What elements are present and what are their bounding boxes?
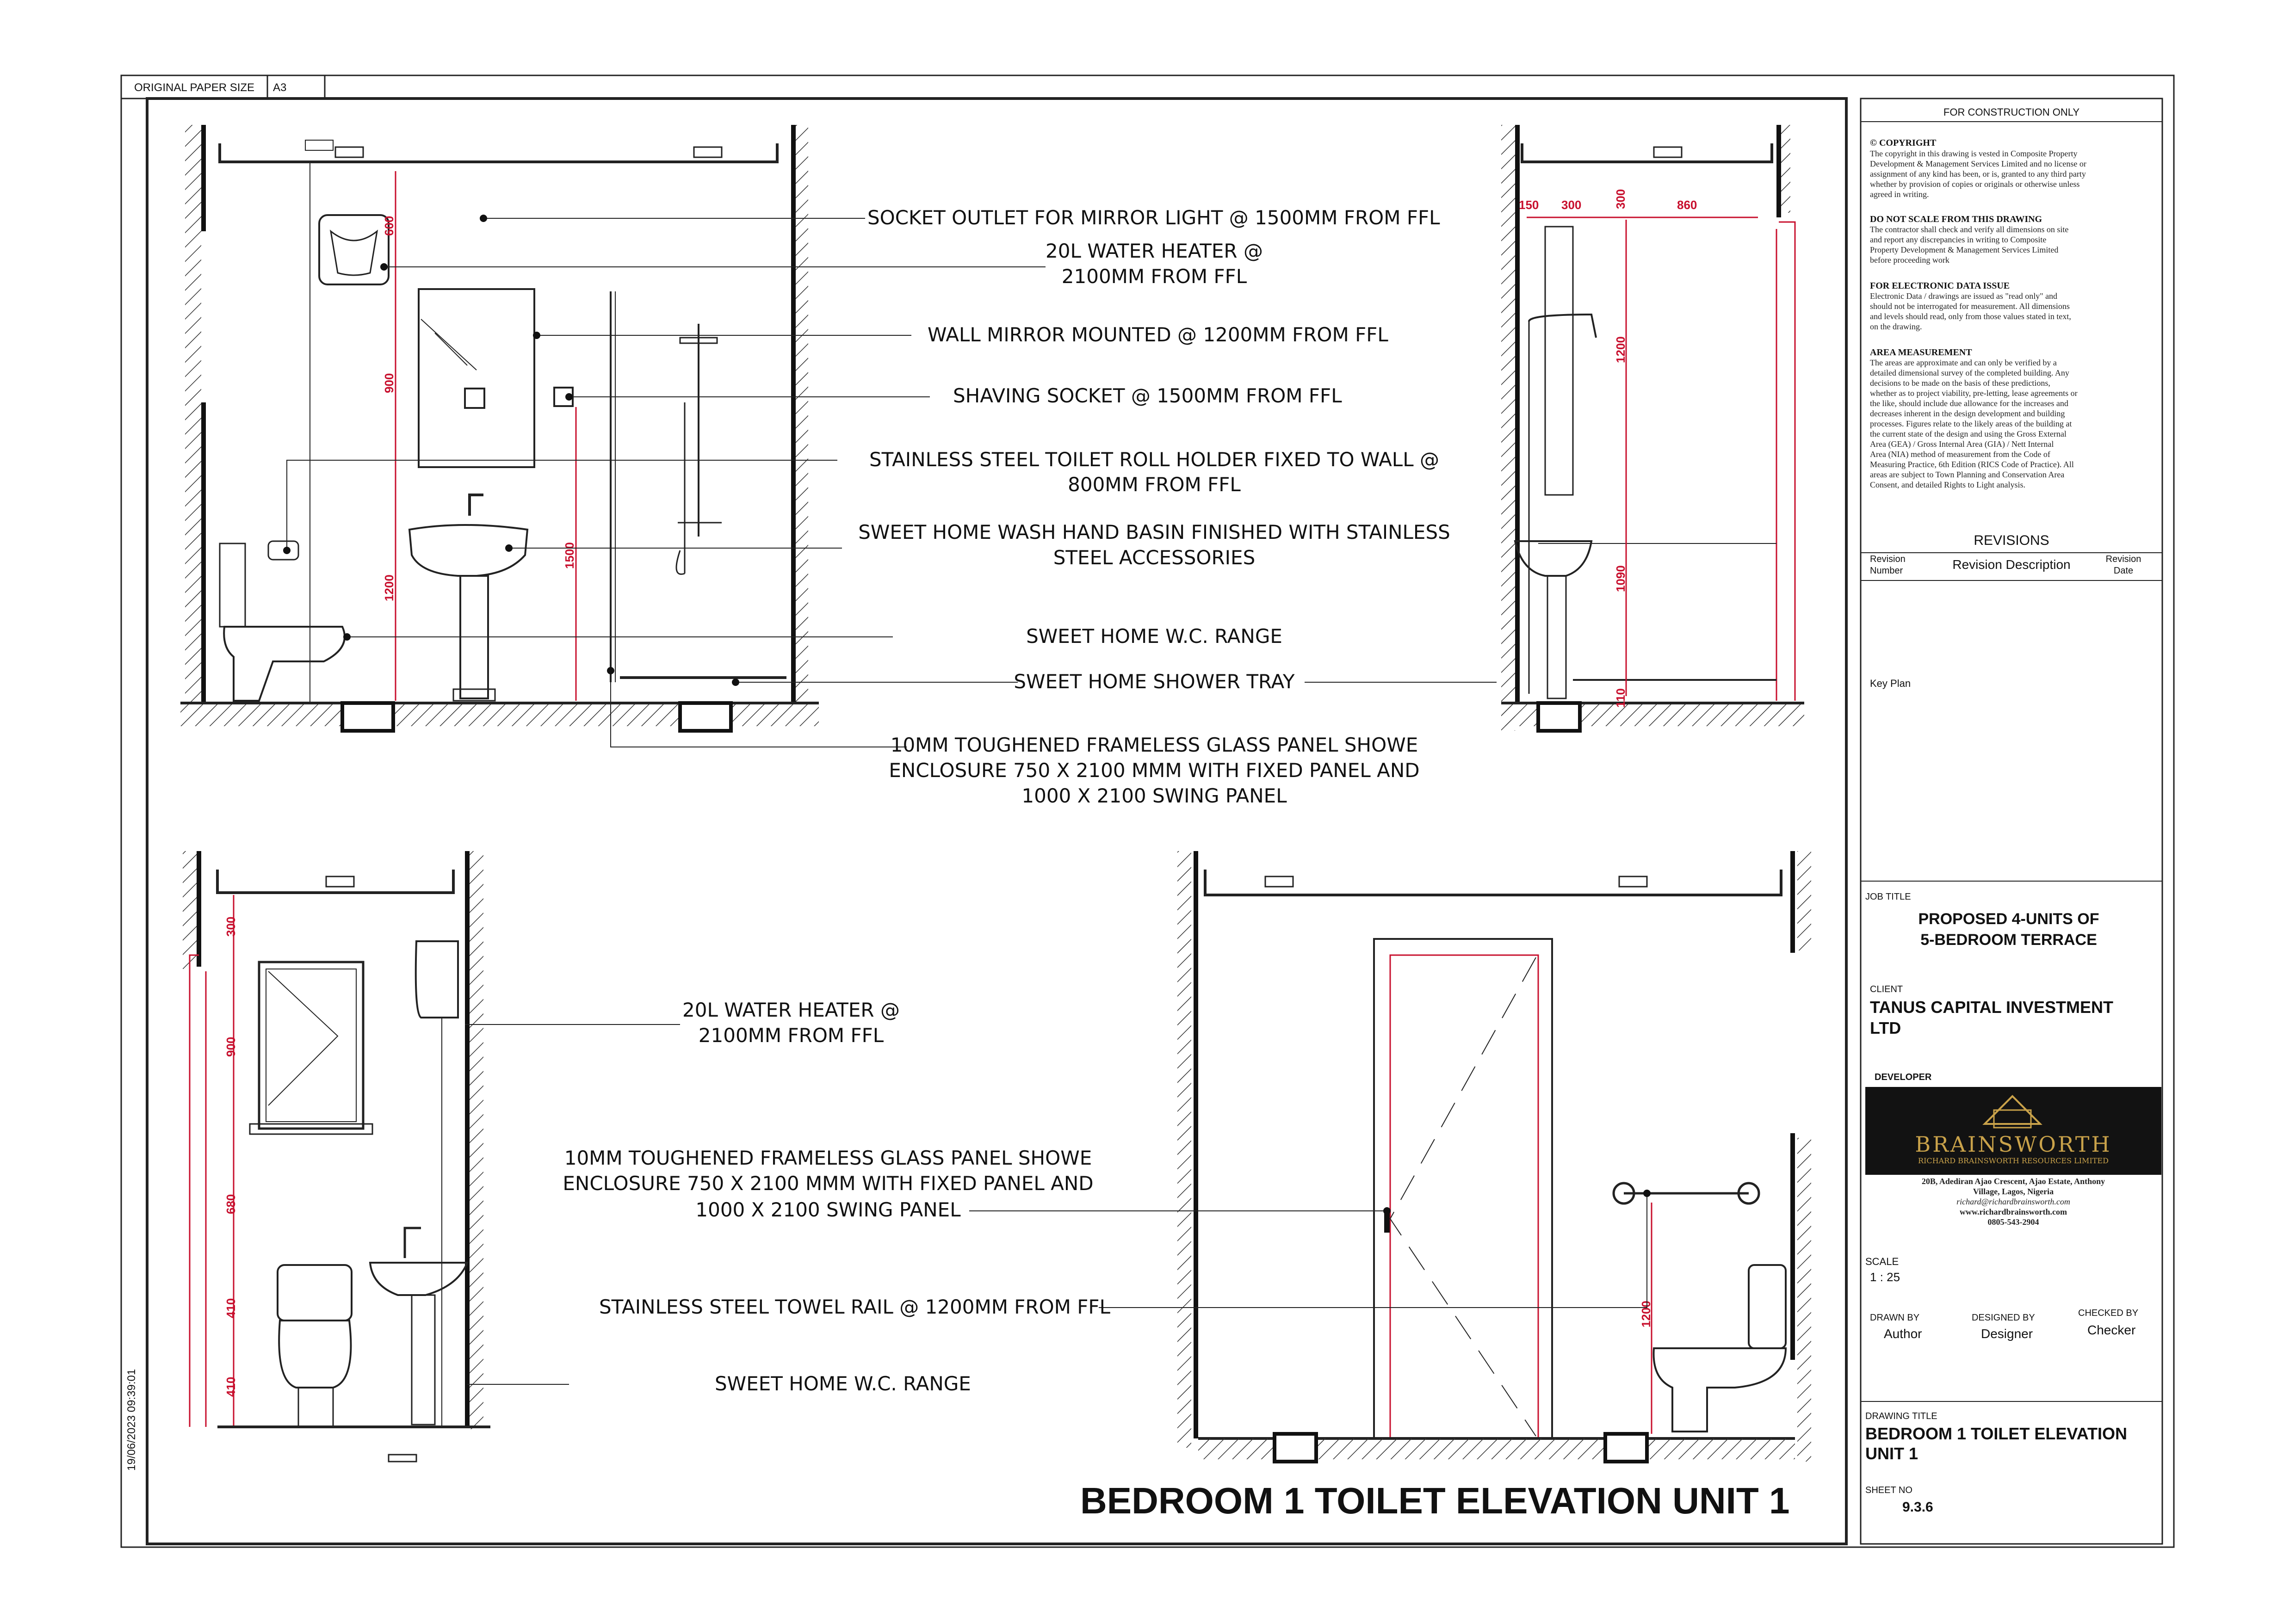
dim-b-300: 300 bbox=[1561, 198, 1582, 212]
area-lines-line: the current state of the design and using the Gross External bbox=[1870, 429, 2067, 438]
designed-by-value: Designer bbox=[1981, 1327, 2033, 1341]
designed-by-label: DESIGNED BY bbox=[1972, 1313, 2035, 1323]
note-water-heater-c-line2: 2100MM FROM FFL bbox=[698, 1024, 884, 1047]
noscale-lines-line: The contractor shall check and verify all dimensions on site bbox=[1870, 225, 2069, 234]
checked-by-value: Checker bbox=[2087, 1323, 2136, 1337]
area-lines-line: Consent, and detailed Rights to Light analysis. bbox=[1870, 480, 2025, 489]
drawn-by-value: Author bbox=[1884, 1327, 1922, 1341]
note-glass-d-line2: ENCLOSURE 750 X 2100 MMM WITH FIXED PANEL AND bbox=[563, 1172, 1094, 1195]
note-wc-c: SWEET HOME W.C. RANGE bbox=[715, 1372, 971, 1395]
copyright-lines-line: assignment of any kind has been, or is, granted to any third party bbox=[1870, 169, 2086, 179]
job-title-label: JOB TITLE bbox=[1865, 892, 1911, 902]
dim-a-600: 600 bbox=[382, 216, 396, 236]
rev-date-label-2: Date bbox=[2113, 566, 2134, 576]
dim-b-110: 110 bbox=[1614, 688, 1628, 708]
paper-size-label: ORIGINAL PAPER SIZE bbox=[134, 81, 255, 94]
note-glass-a-line1: 10MM TOUGHENED FRAMELESS GLASS PANEL SHOWE bbox=[890, 734, 1418, 756]
note-basin-line1: SWEET HOME WASH HAND BASIN FINISHED WITH STAINLESS bbox=[858, 521, 1450, 543]
dim-c-410b: 410 bbox=[224, 1376, 238, 1397]
area-lines-line: detailed dimensional survey of the completed building. Any bbox=[1870, 368, 2069, 377]
rev-date-label-1: Revision bbox=[2105, 554, 2141, 564]
copyright-text bbox=[1870, 149, 2086, 199]
area-lines-line: the like, should include due allowance for the increases and bbox=[1870, 399, 2068, 408]
note-roll-holder-line2: 800MM FROM FFL bbox=[1068, 473, 1241, 496]
scale-value: 1 : 25 bbox=[1870, 1270, 1900, 1284]
note-towel-rail: STAINLESS STEEL TOWEL RAIL @ 1200MM FROM FFL bbox=[599, 1296, 1110, 1318]
drawing-title-label: DRAWING TITLE bbox=[1865, 1411, 1937, 1421]
area-text bbox=[1870, 358, 2078, 489]
area-lines-line: The areas are approximate and can only be verified by a bbox=[1870, 358, 2057, 367]
noscale-lines-line: Property Development & Management Services Limited bbox=[1870, 245, 2059, 254]
dim-b-150: 150 bbox=[1519, 198, 1539, 212]
edata-lines-line: should not be interrogated for measurement. All dimensions bbox=[1870, 302, 2070, 311]
drawing-title-line2: UNIT 1 bbox=[1865, 1444, 1918, 1463]
area-lines-line: Area (NIA) method of measurement from the Code of bbox=[1870, 450, 2050, 459]
area-lines-line: areas are subject to Town Planning and Conservation Area bbox=[1870, 470, 2065, 479]
sheet-title: BEDROOM 1 TOILET ELEVATION UNIT 1 bbox=[1080, 1480, 1790, 1521]
dim-a-900: 900 bbox=[382, 373, 396, 393]
area-lines-line: processes. Figures relate to the likely areas of the building at bbox=[1870, 419, 2072, 428]
dim-b-1090: 1090 bbox=[1614, 565, 1628, 592]
dim-a-1200: 1200 bbox=[382, 574, 396, 601]
dim-c-680: 680 bbox=[224, 1194, 238, 1214]
note-water-heater-line1: 20L WATER HEATER @ bbox=[1046, 240, 1263, 262]
paper-size-tab bbox=[121, 75, 325, 99]
noscale-heading: DO NOT SCALE FROM THIS DRAWING bbox=[1870, 214, 2042, 224]
drawn-by-label: DRAWN BY bbox=[1870, 1313, 1920, 1323]
copyright-lines-line: Development & Management Services Limited and no license or bbox=[1870, 159, 2086, 168]
edata-text bbox=[1870, 291, 2071, 331]
elevation-d bbox=[969, 851, 1811, 1462]
client-line1: TANUS CAPITAL INVESTMENT bbox=[1870, 998, 2114, 1017]
sheet-no-value: 9.3.6 bbox=[1902, 1500, 1933, 1515]
note-roll-holder-line1: STAINLESS STEEL TOILET ROLL HOLDER FIXED TO WALL @ bbox=[869, 448, 1439, 471]
print-timestamp: 19/06/2023 09:39:01 bbox=[125, 1369, 138, 1471]
edata-lines-line: and levels should read, only from those values stated in text, bbox=[1870, 312, 2071, 321]
note-shaving-socket: SHAVING SOCKET @ 1500MM FROM FFL bbox=[953, 384, 1342, 407]
rev-number-label-1: Revision bbox=[1870, 554, 1906, 564]
noscale-text bbox=[1870, 225, 2068, 265]
area-lines-line: decreases inherent in the design development and building bbox=[1870, 409, 2065, 418]
copyright-lines-line: agreed in writing. bbox=[1870, 190, 1929, 199]
edata-heading: FOR ELECTRONIC DATA ISSUE bbox=[1870, 281, 2010, 291]
dim-b-860: 860 bbox=[1677, 198, 1697, 212]
note-mirror: WALL MIRROR MOUNTED @ 1200MM FROM FFL bbox=[928, 323, 1388, 346]
key-plan-label: Key Plan bbox=[1870, 678, 1911, 689]
addr-line4: www.richardbrainsworth.com bbox=[1960, 1207, 2067, 1216]
edata-lines-line: Electronic Data / drawings are issued as "read only" and bbox=[1870, 291, 2058, 301]
drawing-title-line1: BEDROOM 1 TOILET ELEVATION bbox=[1865, 1424, 2128, 1443]
dim-c-300: 300 bbox=[224, 916, 238, 937]
addr-line3: richard@richardbrainsworth.com bbox=[1956, 1197, 2070, 1206]
copyright-lines-line: The copyright in this drawing is vested in Composite Property bbox=[1870, 149, 2078, 158]
dim-b-300v: 300 bbox=[1614, 189, 1628, 209]
rev-description-label: Revision Description bbox=[1952, 557, 2071, 572]
area-lines-line: whether as to project viability, pre-letting, lease agreements or bbox=[1870, 389, 2078, 398]
sheet-no-label: SHEET NO bbox=[1865, 1485, 1912, 1495]
note-glass-d-line1: 10MM TOUGHENED FRAMELESS GLASS PANEL SHOWE bbox=[564, 1147, 1092, 1169]
dim-c-900: 900 bbox=[224, 1037, 238, 1057]
dim-a-1500: 1500 bbox=[563, 542, 576, 569]
edata-lines-line: on the drawing. bbox=[1870, 322, 1922, 331]
outer-border bbox=[121, 75, 2174, 1547]
note-water-heater-c-line1: 20L WATER HEATER @ bbox=[682, 999, 900, 1021]
developer-label: DEVELOPER bbox=[1875, 1072, 1932, 1082]
rev-number-label-2: Number bbox=[1870, 566, 1903, 576]
title-block bbox=[1861, 106, 2162, 1515]
addr-line1: 20B, Adediran Ajao Crescent, Ajao Estate, Anthony bbox=[1921, 1177, 2105, 1186]
addr-line2: Village, Lagos, Nigeria bbox=[1973, 1187, 2054, 1196]
job-title-line1: PROPOSED 4-UNITS OF bbox=[1918, 910, 2099, 928]
note-basin-line2: STEEL ACCESSORIES bbox=[1053, 546, 1256, 569]
annotations bbox=[563, 206, 1497, 1395]
note-glass-a-line3: 1000 X 2100 SWING PANEL bbox=[1021, 784, 1287, 807]
area-lines-line: decisions to be made on the basis of these predictions, bbox=[1870, 378, 2050, 388]
client-label: CLIENT bbox=[1870, 984, 1903, 994]
note-glass-a-line2: ENCLOSURE 750 X 2100 MMM WITH FIXED PANEL AND bbox=[889, 759, 1420, 782]
checked-by-label: CHECKED BY bbox=[2078, 1308, 2139, 1318]
noscale-lines-line: and report any discrepancies in writing to Composite bbox=[1870, 235, 2047, 244]
noscale-lines-line: before proceeding work bbox=[1870, 255, 1949, 265]
developer-brand: BRAINSWORTH bbox=[1915, 1132, 2112, 1157]
area-heading: AREA MEASUREMENT bbox=[1870, 347, 1972, 358]
note-shower-tray: SWEET HOME SHOWER TRAY bbox=[1014, 670, 1295, 693]
scale-label: SCALE bbox=[1865, 1256, 1899, 1267]
dim-b-1200: 1200 bbox=[1614, 336, 1628, 363]
client-line2: LTD bbox=[1870, 1018, 1901, 1037]
addr-line5: 0805-543-2904 bbox=[1987, 1217, 2039, 1227]
note-water-heater-line2: 2100MM FROM FFL bbox=[1061, 265, 1247, 288]
developer-brand-sub: RICHARD BRAINSWORTH RESOURCES LIMITED bbox=[1918, 1156, 2109, 1165]
area-lines-line: Measuring Practice, 6th Edition (RICS Code of Practice). All bbox=[1870, 460, 2074, 469]
job-title-line2: 5-BEDROOM TERRACE bbox=[1920, 931, 2097, 949]
paper-size-value: A3 bbox=[273, 81, 287, 94]
note-socket-outlet: SOCKET OUTLET FOR MIRROR LIGHT @ 1500MM FROM FFL bbox=[867, 206, 1440, 229]
copyright-heading: © COPYRIGHT bbox=[1870, 138, 1937, 148]
area-lines-line: Area (GEA) / Gross Internal Area (GIA) / Nett Internal bbox=[1870, 439, 2054, 449]
copyright-lines-line: whether by provision of copies or originals or otherwise unless bbox=[1870, 179, 2080, 189]
dim-c-410a: 410 bbox=[224, 1298, 238, 1318]
elevation-b bbox=[1501, 125, 1804, 731]
revisions-heading: REVISIONS bbox=[1974, 533, 2049, 548]
dim-d-1200: 1200 bbox=[1639, 1301, 1653, 1327]
construction-status: FOR CONSTRUCTION ONLY bbox=[1943, 106, 2080, 118]
note-wc-a: SWEET HOME W.C. RANGE bbox=[1026, 625, 1282, 648]
note-glass-d-line3: 1000 X 2100 SWING PANEL bbox=[695, 1198, 961, 1221]
